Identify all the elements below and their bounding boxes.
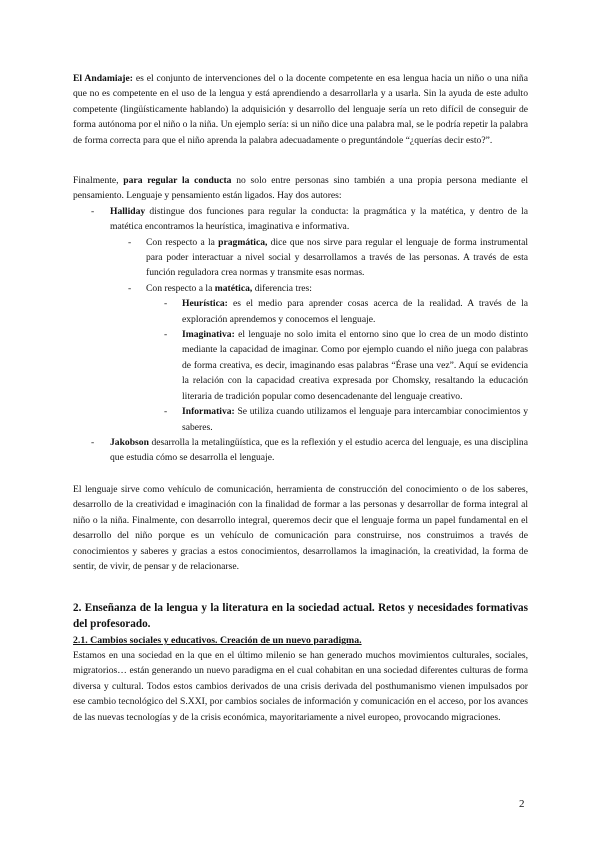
list-item-heuristica: - Heurística: es el medio para aprender cosas acerca de la realidad. A través de la exploración aprendemos y conocemos el lenguaje.	[164, 298, 528, 325]
bullet-dash: -	[91, 205, 95, 217]
list-item-imaginativa: - Imaginativa: el lenguaje no solo imita el entorno sino que lo crea de un modo distinto mediante la capacidad de imaginar. Como por ejemplo cuando el niño juega con palabras de forma creativa, es decir, imaginando esas palabras “Érase una vez”. Aquí se evidencia la relación con la capacidad creativa expresada por Chomsky, resaltando la educación literaria de tradición popular como desencadenante del lenguaje creativo.	[164, 329, 528, 402]
page-number: 2	[519, 798, 525, 810]
term-matetica: matética,	[214, 282, 253, 294]
list-item-halliday: - Halliday distingue dos funciones para regular la conducta: la pragmática y la matética, y dentro de la matética encontramos la heurística, imaginativa e informativa.	[91, 205, 528, 233]
term-pragmatica: pragmática,	[218, 236, 268, 248]
bullet-dash: -	[128, 236, 132, 248]
term-informativa: Informativa:	[182, 406, 235, 418]
author-halliday: Halliday	[110, 205, 146, 217]
list-item-informativa: - Informativa: Se utiliza cuando utilizamos el lenguaje para intercambiar conocimientos y saberes.	[164, 406, 528, 433]
list-item-jakobson: - Jakobson desarrolla la metalingüística, que es la reflexión y el estudio acerca del lenguaje, es una disciplina que estudia cómo se desarrolla el lenguaje.	[91, 436, 528, 464]
term-heuristica: Heurística:	[182, 298, 228, 310]
subsection-heading: 2.1. Cambios sociales y educativos. Creación de un nuevo paradigma.	[73, 635, 362, 646]
vehiculo-paragraph: El lenguaje sirve como vehículo de comunicación, herramienta de construcción del conocimiento o de los saberes, desarrollo de la creatividad e imaginación con la finalidad de formar a las personas y desarrollar de forma integral al niño o la niña. Finalmente, con desarrollo integral, queremos decir que el lenguaje forma un papel fundamental en el desarrollo del niño porque es un vehículo de comunicación para construirse, nos construimos a través de conocimientos y saberes y gracias a estos conocimientos, desarrollamos la imaginación, la creatividad, la forma de sentir, de vivir, de pensar y de relacionarse.	[73, 484, 528, 573]
section-heading: 2. Enseñanza de la lengua y la literatura en la sociedad actual. Retos y necesidades formativas del profesorado.	[73, 602, 528, 630]
bullet-dash: -	[128, 282, 132, 294]
conducta-paragraph: Finalmente, para regular la conducta no solo entre personas sino también a una propia persona mediante el pensamiento. Lenguaje y pensamiento están ligados. Hay dos autores:	[73, 175, 529, 202]
andamiaje-paragraph	[73, 71, 528, 148]
bullet-dash: -	[164, 329, 168, 341]
conducta-bold: para regular la conducta	[123, 175, 232, 186]
section-body: Estamos en una sociedad en la que en el último milenio se han generado muchos movimientos culturales, sociales, migratorios… están generando un nuevo paradigma en el cual cohabitan en una sociedad diferentes culturas de forma diversa y cultural. Todos estos cambios derivados de una crisis derivada del posthumanismo vienen impulsados por ese cambio tecnológico del S.XXI, por cambios sociales de información y comunicación en el acceso, por los avances de las nuevas tecnologías y de la crisis económica, mayoritariamente a nivel europeo, provocando migraciones.	[73, 650, 528, 723]
bullet-dash: -	[164, 298, 168, 310]
section-2	[73, 601, 528, 725]
bullet-dash: -	[91, 436, 95, 448]
list-item-matetica: - Con respecto a la matética, diferencia tres:	[73, 281, 528, 296]
bullet-dash: -	[164, 406, 168, 418]
conducta-section	[73, 173, 528, 466]
andamiaje-term: El Andamiaje:	[73, 73, 133, 84]
andamiaje-text: es el conjunto de intervenciones del o la docente competente en esa lengua hacia un niño o una niña que no es competente en el uso de la lengua y está aprendiendo a desarrollarla y a usarla. Sin la ayuda de este adulto competente (lingüísticamente hablando) la adquisición y desarrollo del lenguaje sería un reto difícil de conseguir de forma autónoma por el niño o la niña. Un ejemplo sería: si un niño dice una palabra mal, se le podría repetir la palabra de forma correcta para que el niño aprenda la palabra adecuadamente o preguntándole “¿querías decir esto?”.	[73, 73, 528, 146]
term-imaginativa: Imaginativa:	[182, 329, 235, 341]
list-item-pragmatica: - Con respecto a la pragmática, dice que nos sirve para regular el lenguaje de forma instrumental para poder interactuar a nivel social y desarrollamos a través de las personas. A través de esta función reguladora crea normas y transmite esas normas.	[128, 236, 528, 279]
author-jakobson: Jakobson	[110, 436, 149, 448]
